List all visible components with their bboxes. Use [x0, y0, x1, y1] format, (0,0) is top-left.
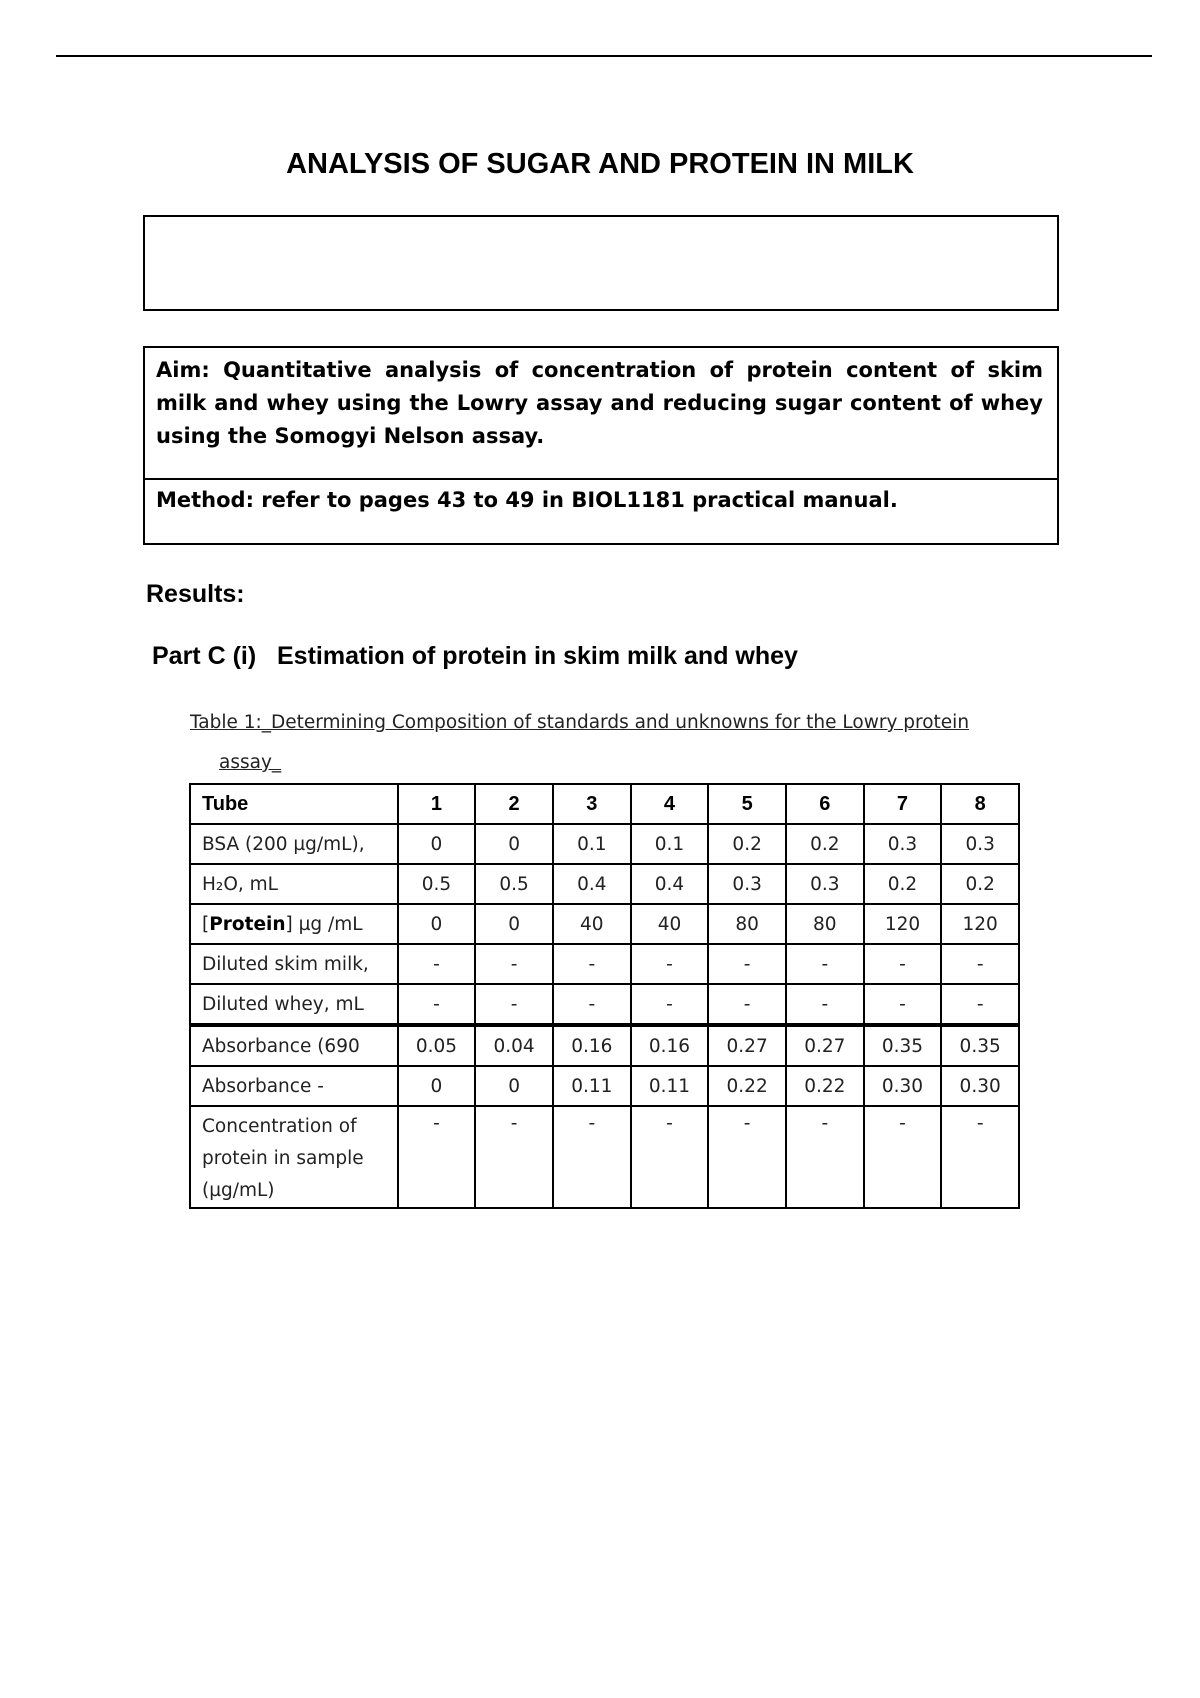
table-cell: 120 [864, 904, 942, 944]
label-bold-word: Protein [209, 913, 286, 935]
table-cell: - [708, 1106, 786, 1208]
table-cell: 0.2 [786, 824, 864, 864]
results-heading: Results: [146, 580, 245, 608]
row-label: Diluted whey, mL [190, 984, 398, 1025]
table-cell: 0.4 [631, 864, 709, 904]
table-cell: 0 [475, 1066, 553, 1106]
table-cell: 0.05 [398, 1025, 476, 1066]
table-cell: 80 [708, 904, 786, 944]
table-cell: 0.22 [708, 1066, 786, 1106]
row-label: Absorbance - [190, 1066, 398, 1106]
method-text: Method: refer to pages 43 to 49 in BIOL1181 practical manual. [145, 478, 1057, 545]
table-cell: 0.3 [941, 824, 1019, 864]
blank-info-box [143, 215, 1059, 311]
table-cell: 0 [398, 824, 476, 864]
table-cell: 40 [631, 904, 709, 944]
table-row [190, 1025, 1019, 1066]
table-cell: 0.2 [864, 864, 942, 904]
table-cell: - [475, 1106, 553, 1208]
part-heading: Part C (i) Estimation of protein in skim milk and whey [152, 642, 798, 670]
label-bracket-open: [ [202, 913, 210, 935]
row-label: Diluted skim milk, [190, 944, 398, 984]
table-cell: 40 [553, 904, 631, 944]
table-cell: 0.5 [475, 864, 553, 904]
table-cell: 0 [398, 1066, 476, 1106]
table-cell: 0.35 [864, 1025, 942, 1066]
table-cell: 0.3 [864, 824, 942, 864]
page-title: ANALYSIS OF SUGAR AND PROTEIN IN MILK [286, 148, 914, 180]
table-cell: - [398, 1106, 476, 1208]
table-row [190, 944, 1019, 984]
header-cell: 4 [631, 784, 709, 824]
table-cell: 0.22 [786, 1066, 864, 1106]
table-cell: 0.11 [631, 1066, 709, 1106]
header-cell: 2 [475, 784, 553, 824]
label-rest: ] µg /mL [285, 913, 363, 935]
table-cell: 0 [475, 824, 553, 864]
table-cell: 0.4 [553, 864, 631, 904]
header-cell: 7 [864, 784, 942, 824]
table-cell: - [864, 944, 942, 984]
header-cell: 3 [553, 784, 631, 824]
header-cell: 8 [941, 784, 1019, 824]
table-cell: - [553, 1106, 631, 1208]
table-header-row [190, 784, 1019, 824]
aim-text: Aim: Quantitative analysis of concentration of protein content of skim milk and whey using the Lowry assay and reducing sugar content of whey using the Somogyi Nelson assay. [156, 358, 1043, 448]
table-cell: 80 [786, 904, 864, 944]
table-cell: - [864, 1106, 942, 1208]
row-label: Concentration of protein in sample (µg/mL) [190, 1106, 398, 1208]
table-cell: - [786, 944, 864, 984]
row-label: H₂O, mL [190, 864, 398, 904]
header-cell: 1 [398, 784, 476, 824]
table-cell: - [631, 984, 709, 1025]
table-row [190, 864, 1019, 904]
row-label [190, 904, 398, 944]
table-row [190, 1106, 1019, 1208]
table-cell: 0.3 [708, 864, 786, 904]
table-cell: - [553, 984, 631, 1025]
table-caption [190, 703, 1060, 783]
table-row [190, 904, 1019, 944]
table-cell: - [708, 984, 786, 1025]
table-row [190, 1066, 1019, 1106]
aim-method-box [143, 346, 1059, 545]
table-cell: - [941, 1106, 1019, 1208]
lowry-table [189, 783, 1020, 1209]
header-cell: 6 [786, 784, 864, 824]
table-cell: 0.35 [941, 1025, 1019, 1066]
header-cell: Tube [190, 784, 398, 824]
table-cell: 0.27 [708, 1025, 786, 1066]
row-label: BSA (200 µg/mL), [190, 824, 398, 864]
table-cell: - [941, 984, 1019, 1025]
table-cell: - [786, 1106, 864, 1208]
table-cell: 0.11 [553, 1066, 631, 1106]
table-cell: - [553, 944, 631, 984]
table-cell: - [786, 984, 864, 1025]
top-rule [56, 55, 1152, 57]
table-cell: - [941, 944, 1019, 984]
table-cell: - [475, 944, 553, 984]
table-cell: 0.04 [475, 1025, 553, 1066]
table-cell: 0.27 [786, 1025, 864, 1066]
table-cell: - [398, 944, 476, 984]
table-cell: 0.1 [631, 824, 709, 864]
table-cell: - [631, 944, 709, 984]
table-cell: 0 [475, 904, 553, 944]
table-cell: - [864, 984, 942, 1025]
table-cell: 120 [941, 904, 1019, 944]
table-cell: 0.2 [708, 824, 786, 864]
table-row [190, 984, 1019, 1025]
table-cell: 0.16 [553, 1025, 631, 1066]
table-cell: 0.30 [941, 1066, 1019, 1106]
table-cell: 0.30 [864, 1066, 942, 1106]
table-cell: - [631, 1106, 709, 1208]
table-cell: 0.2 [941, 864, 1019, 904]
table-cell: 0.1 [553, 824, 631, 864]
table-cell: - [475, 984, 553, 1025]
table-cell: 0 [398, 904, 476, 944]
table-row [190, 824, 1019, 864]
table-cell: - [708, 944, 786, 984]
table-cell: - [398, 984, 476, 1025]
header-cell: 5 [708, 784, 786, 824]
table-cell: 0.5 [398, 864, 476, 904]
table-cell: 0.16 [631, 1025, 709, 1066]
table-cell: 0.3 [786, 864, 864, 904]
table-caption-line1: Table 1:_Determining Composition of standards and unknowns for the Lowry protein [190, 712, 970, 733]
table-caption-line2: assay_ [219, 752, 282, 773]
row-label: Absorbance (690 [190, 1025, 398, 1066]
